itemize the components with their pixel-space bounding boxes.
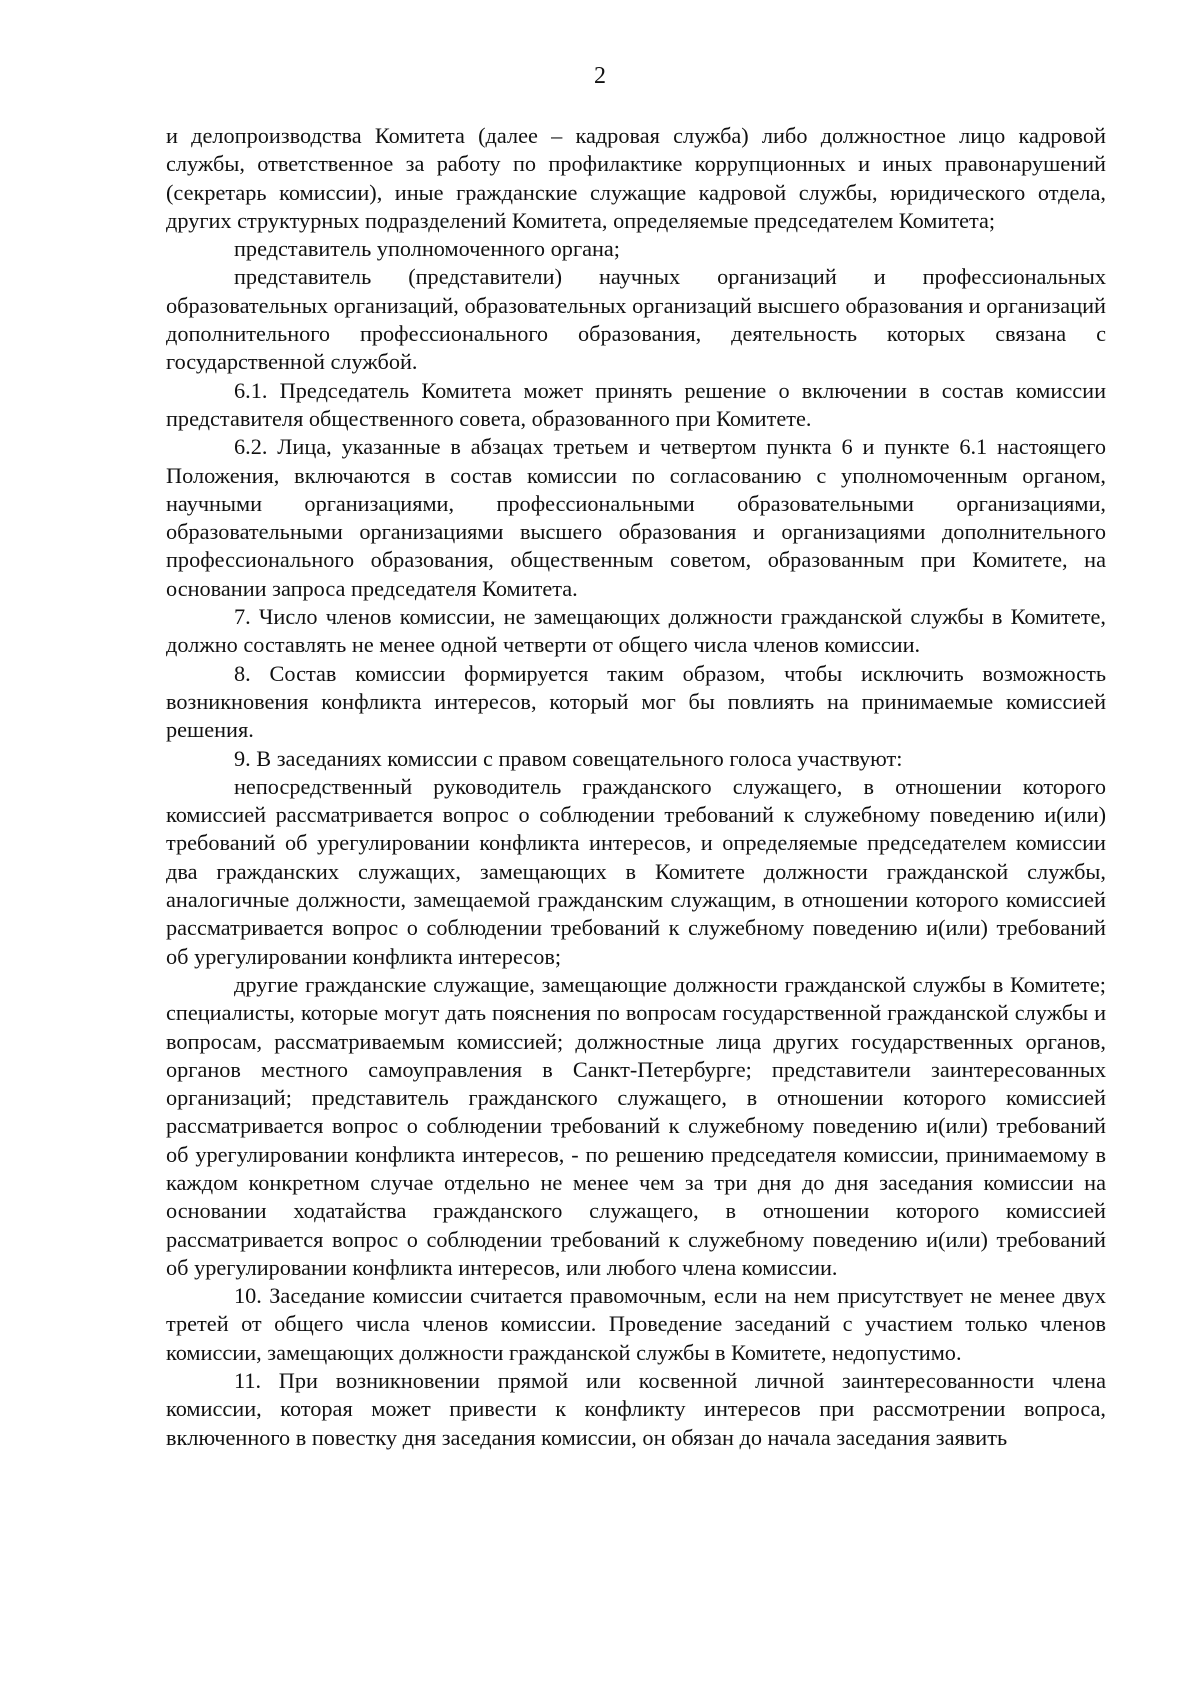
document-body <box>166 122 1106 1452</box>
paragraph-6-2: 6.2. Лица, указанные в абзацах третьем и четвертом пункта 6 и пункте 6.1 настоящего Положения, включаются в состав комиссии по согласованию с уполномоченным органом, научными организациями, профессиональными образовательными организациями, образовательными организациями высшего образования и организациями дополнительного профессионального образования, общественным советом, образованным при Комитете, на основании запроса председателя Комитета. <box>166 434 1106 601</box>
paragraph: другие гражданские служащие, замещающие должности гражданской службы в Комитете; специалисты, которые могут дать пояснения по вопросам государственной гражданской службы и вопросам, рассматриваемым комиссией; должностные лица других государственных органов, органов местного самоуправления в Санкт-Петербурге; представители заинтересованных организаций; представитель гражданского служащего, в отношении которого комиссией рассматривается вопрос о соблюдении требований к служебному поведению и(или) требований об урегулировании конфликта интересов, - по решению председателя комиссии, принимаемому в каждом конкретном случае отдельно не менее чем за три дня до дня заседания комиссии на основании ходатайства гражданского служащего, в отношении которого комиссией рассматривается вопрос о соблюдении требований к служебному поведению и(или) требований об урегулировании конфликта интересов, или любого члена комиссии. <box>166 971 1106 1280</box>
paragraph-6-1: 6.1. Председатель Комитета может принять решение о включении в состав комиссии представителя общественного совета, образованного при Комитете. <box>166 377 1106 431</box>
paragraph: представитель (представители) научных организаций и профессиональных образовательных организаций, образовательных организаций высшего образования и организаций дополнительного профессионального образования, деятельность которых связана с государственной службой. <box>166 264 1106 375</box>
paragraph: представитель уполномоченного органа; <box>234 236 621 262</box>
paragraph-8: 8. Состав комиссии формируется таким образом, чтобы исключить возможность возникновения конфликта интересов, который мог бы повлиять на принимаемые комиссией решения. <box>166 660 1106 743</box>
paragraph: и делопроизводства Комитета (далее – кадровая служба) либо должностное лицо кадровой службы, ответственное за работу по профилактике коррупционных и иных правонарушений (секретарь комиссии), иные гражданские служащие кадровой службы, юридического отдела, других структурных подразделений Комитета, определяемые председателем Комитета; <box>166 123 1106 233</box>
paragraph-11: 11. При возникновении прямой или косвенной личной заинтересованности члена комиссии, которая может привести к конфликту интересов при рассмотрении вопроса, включенного в повестку дня заседания комиссии, он обязан до начала заседания заявить <box>166 1368 1106 1450</box>
paragraph: непосредственный руководитель гражданского служащего, в отношении которого комиссией рассматривается вопрос о соблюдении требований к служебному поведению и(или) требований об урегулировании конфликта интересов, и определяемые председателем комиссии два гражданских служащих, замещающих в Комитете должности гражданской службы, аналогичные должности, замещаемой гражданским служащим, в отношении которого комиссией рассматривается вопрос о соблюдении требований к служебному поведению и(или) требований об урегулировании конфликта интересов; <box>166 773 1106 969</box>
paragraph-7: 7. Число членов комиссии, не замещающих должности гражданской службы в Комитете, должно составлять не менее одной четверти от общего числа членов комиссии. <box>166 604 1106 658</box>
paragraph-9: 9. В заседаниях комиссии с правом совещательного голоса участвуют: <box>234 745 903 771</box>
paragraph-10: 10. Заседание комиссии считается правомочным, если на нем присутствует не менее двух третей от общего числа членов комиссии. Проведение заседаний с участием только членов комиссии, замещающих должности гражданской службы в Комитете, недопустимо. <box>166 1283 1106 1365</box>
page-number: 2 <box>594 63 606 89</box>
